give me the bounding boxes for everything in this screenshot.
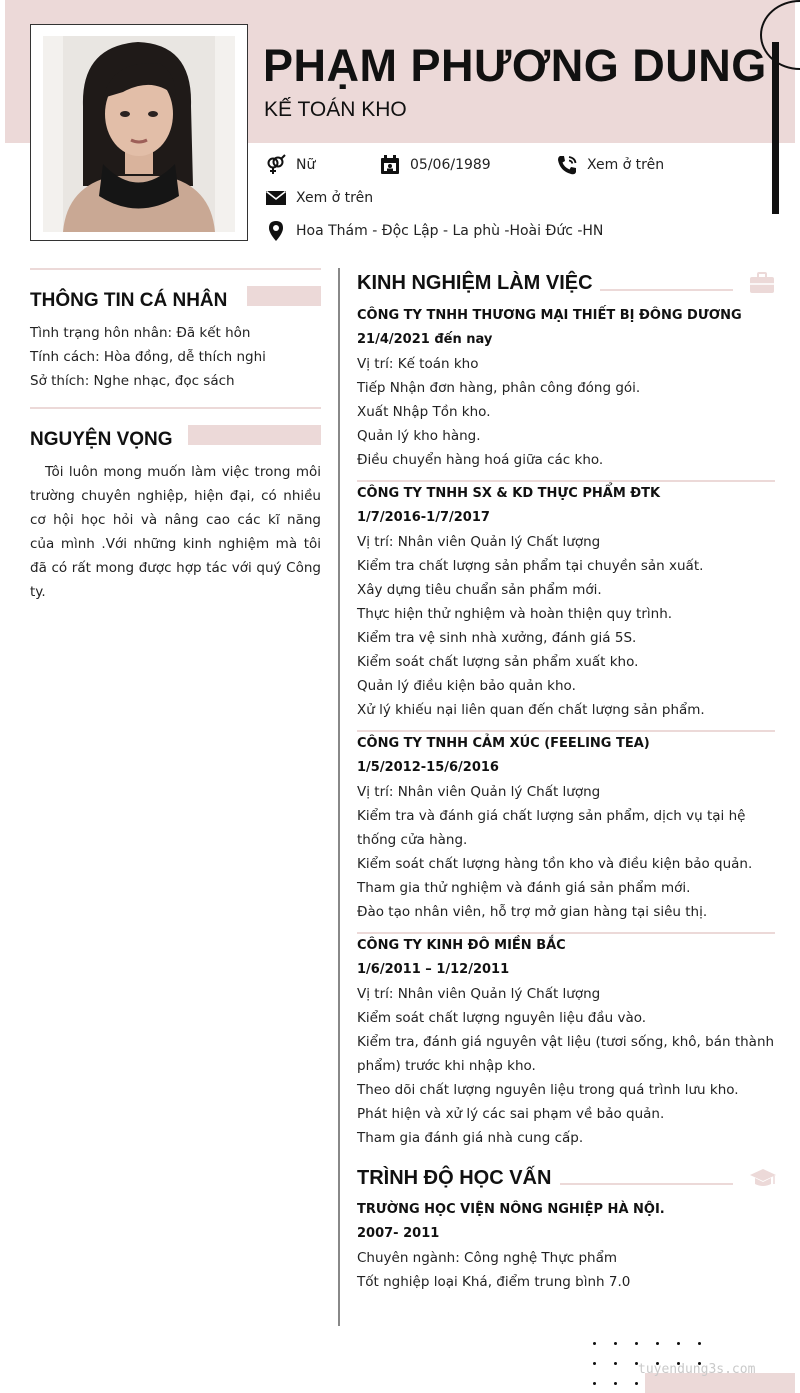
- school-name: TRƯỜNG HỌC VIỆN NÔNG NGHIỆP HÀ NỘI.: [357, 1202, 665, 1217]
- column-divider: [338, 268, 340, 1326]
- experience-title: KINH NGHIỆM LÀM VIỆC: [357, 272, 593, 294]
- job-detail: Xây dựng tiêu chuẩn sản phẩm mới.: [357, 582, 602, 598]
- job-detail: Kiểm tra và đánh giá chất lượng sản phẩm, dịch vụ tại hệ thống cửa hàng.: [357, 808, 746, 848]
- job-period: 1/5/2012-15/6/2016: [357, 760, 499, 775]
- education-detail: Chuyên ngành: Công nghệ Thực phẩm: [357, 1250, 618, 1266]
- location-pin-icon: [265, 220, 287, 242]
- job-detail: Vị trí: Kế toán kho: [357, 356, 479, 372]
- job-detail: Vị trí: Nhân viên Quản lý Chất lượng: [357, 986, 601, 1002]
- job-detail: Điều chuyển hàng hoá giữa các kho.: [357, 452, 604, 468]
- job-company: CÔNG TY TNHH THƯƠNG MẠI THIẾT BỊ ĐÔNG DƯƠNG: [357, 308, 742, 323]
- title-accent-block: [247, 286, 321, 306]
- watermark-text: tuyendung3s.com: [638, 1362, 756, 1377]
- education-entry: [357, 1198, 777, 1294]
- job-title: KẾ TOÁN KHO: [264, 98, 407, 121]
- job-detail: Vị trí: Nhân viên Quản lý Chất lượng: [357, 784, 601, 800]
- job-period: 1/6/2011 – 1/12/2011: [357, 962, 510, 977]
- personal-info-line: Tính cách: Hòa đồng, dễ thích nghi: [30, 349, 266, 365]
- profile-photo: [43, 36, 235, 232]
- phone-icon: [556, 154, 578, 176]
- briefcase-icon: [749, 272, 775, 298]
- job-detail: Xuất Nhập Tồn kho.: [357, 404, 491, 420]
- gender-icon: [265, 154, 287, 176]
- job-company: CÔNG TY TNHH CẢM XÚC (FEELING TEA): [357, 736, 650, 751]
- job-period: 1/7/2016-1/7/2017: [357, 510, 490, 525]
- personal-info-title: THÔNG TIN CÁ NHÂN: [30, 290, 228, 311]
- contact-birthday: 05/06/1989: [379, 154, 491, 176]
- job-company: CÔNG TY TNHH SX & KD THỰC PHẨM ĐTK: [357, 486, 661, 501]
- job-detail: Xử lý khiếu nại liên quan đến chất lượng sản phẩm.: [357, 702, 705, 718]
- contact-email: Xem ở trên: [265, 187, 373, 209]
- aspiration-title: NGUYỆN VỌNG: [30, 429, 173, 450]
- job-entry: [357, 304, 777, 472]
- job-detail: Kiểm tra, đánh giá nguyên vật liệu (tươi sống, khô, bán thành phẩm) trước khi nhập kho.: [357, 1034, 775, 1074]
- job-detail: Tham gia đánh giá nhà cung cấp.: [357, 1130, 584, 1146]
- job-entry: [357, 934, 777, 1150]
- section-rule: [30, 407, 321, 409]
- title-rule: [560, 1183, 733, 1185]
- job-detail: Kiểm tra chất lượng sản phẩm tại chuyền sản xuất.: [357, 558, 704, 574]
- job-detail: Tham gia thử nghiệm và đánh giá sản phẩm mới.: [357, 880, 691, 896]
- contact-phone: Xem ở trên: [556, 154, 664, 176]
- job-detail: Tiếp Nhận đơn hàng, phân công đóng gói.: [357, 380, 641, 396]
- education-period: 2007- 2011: [357, 1226, 440, 1241]
- personal-info-line: Tình trạng hôn nhân: Đã kết hôn: [30, 325, 251, 341]
- education-title: TRÌNH ĐỘ HỌC VẤN: [357, 1167, 552, 1189]
- job-detail: Thực hiện thử nghiệm và hoàn thiện quy trình.: [357, 606, 673, 622]
- job-detail: Kiểm soát chất lượng hàng tồn kho và điều kiện bảo quản.: [357, 856, 753, 872]
- job-detail: Kiểm soát chất lượng sản phẩm xuất kho.: [357, 654, 639, 670]
- job-entry: [357, 732, 777, 924]
- calendar-icon: [379, 154, 401, 176]
- education-detail: Tốt nghiệp loại Khá, điểm trung bình 7.0: [357, 1274, 631, 1290]
- contact-gender: Nữ: [265, 154, 315, 176]
- job-detail: Vị trí: Nhân viên Quản lý Chất lượng: [357, 534, 601, 550]
- title-accent-block: [188, 425, 321, 445]
- job-detail: Phát hiện và xử lý các sai phạm về bảo quản.: [357, 1106, 665, 1122]
- job-detail: Đào tạo nhân viên, hỗ trợ mở gian hàng tại siêu thị.: [357, 904, 708, 920]
- envelope-icon: [265, 187, 287, 209]
- job-detail: Quản lý kho hàng.: [357, 428, 481, 444]
- job-company: CÔNG TY KINH ĐÔ MIỀN BẮC: [357, 938, 566, 953]
- graduation-cap-icon: [749, 1167, 777, 1193]
- candidate-name: PHẠM PHƯƠNG DUNG: [263, 40, 767, 91]
- aspiration-text: Tôi luôn mong muốn làm việc trong môi trường chuyên nghiệp, hiện đại, có nhiều cơ hội học hỏi và nâng cao các kĩ năng của mình .Với những kinh nghiệm mà tôi đã có rất mong được hợp tác với quý Công ty.: [30, 464, 321, 600]
- decorative-bar: [772, 42, 779, 214]
- title-rule: [600, 289, 733, 291]
- job-detail: Theo dõi chất lượng nguyên liệu trong quá trình lưu kho.: [357, 1082, 739, 1098]
- job-detail: Kiểm tra vệ sinh nhà xưởng, đánh giá 5S.: [357, 630, 637, 646]
- personal-info-line: Sở thích: Nghe nhạc, đọc sách: [30, 373, 235, 389]
- job-detail: Kiểm soát chất lượng nguyên liệu đầu vào.: [357, 1010, 647, 1026]
- job-period: 21/4/2021 đến nay: [357, 332, 493, 347]
- job-detail: Quản lý điều kiện bảo quản kho.: [357, 678, 576, 694]
- section-rule: [30, 268, 321, 270]
- job-entry: [357, 482, 777, 722]
- contact-address: Hoa Thám - Độc Lập - La phù -Hoài Đức -HN: [265, 220, 603, 242]
